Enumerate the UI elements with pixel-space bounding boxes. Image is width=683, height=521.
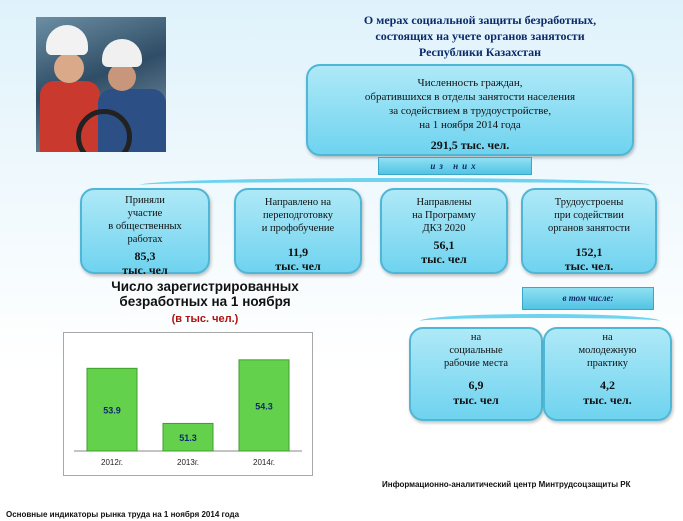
box-unit: тыс. чел.: [583, 393, 632, 407]
chart-subtitle: (в тыс. чел.): [171, 313, 239, 325]
data-label: 54.3: [255, 401, 273, 412]
total-applicants-box: [306, 64, 634, 156]
x-tick-label: 2013г.: [177, 458, 199, 467]
box-unit: тыс. чел: [122, 263, 168, 277]
box-text: Приняли: [125, 195, 165, 206]
of-them-ribbon: из них: [378, 157, 532, 175]
retraining-box: [234, 188, 362, 274]
bar-chart-frame: [63, 332, 313, 476]
total-value: 291,5 тыс. чел.: [430, 138, 510, 152]
social-jobs-box: [409, 327, 543, 421]
box-text: переподготовку: [262, 210, 334, 221]
youth-practice-box: [543, 327, 672, 421]
worker-face: [108, 63, 136, 91]
title-line: состоящих на учете органов занятости: [375, 29, 585, 43]
worker-face: [54, 53, 84, 83]
page-caption: Основные индикаторы рынка труда на 1 ноября 2014 года: [6, 510, 240, 519]
title-line: О мерах социальной защиты безработных,: [363, 13, 597, 27]
box-unit: тыс. чел: [275, 259, 321, 273]
box-text: работах: [127, 234, 163, 245]
source-note: Информационно-аналитический центр Минтрудсоцзащиты РК: [382, 480, 631, 489]
x-tick-label: 2012г.: [101, 458, 123, 467]
main-text: Численность граждан,: [417, 77, 523, 89]
box-value: 56,1: [433, 238, 455, 252]
box-text: рабочие места: [443, 358, 509, 369]
box-text: на Программу: [412, 210, 476, 221]
main-text: за содействием в трудоустройстве,: [388, 105, 552, 117]
chart-title-line: безработных на 1 ноября: [119, 294, 291, 309]
workers-photo: [36, 17, 166, 152]
box-text: на: [602, 332, 613, 343]
box-text: участие: [127, 208, 163, 219]
box-text: в общественных: [108, 221, 182, 232]
data-label: 51.3: [179, 433, 197, 444]
box-text: молодежную: [578, 345, 637, 356]
title-line: Республики Казахстан: [418, 45, 542, 59]
box-unit: тыс. чел: [453, 393, 499, 407]
main-text: на 1 ноября 2014 года: [419, 119, 521, 131]
box-text: при содействии: [554, 210, 624, 221]
x-tick-label: 2014г.: [253, 458, 275, 467]
box-value: 6,9: [468, 378, 484, 392]
box-text: ДКЗ 2020: [422, 223, 466, 234]
hard-hat-icon: [102, 39, 142, 67]
bar-chart: [64, 333, 312, 475]
box-text: Трудоустроены: [554, 197, 624, 208]
box-text: Направлены: [416, 197, 472, 208]
data-label: 53.9: [103, 405, 121, 416]
box-unit: тыс. чел: [421, 252, 467, 266]
box-text: Направлено на: [264, 197, 332, 208]
public-works-box: [80, 188, 210, 277]
chart-title: [60, 279, 350, 309]
box-value: 11,9: [287, 245, 309, 259]
employed-box: [521, 188, 657, 274]
hard-hat-icon: [46, 25, 88, 55]
connector-curve: [420, 314, 660, 328]
box-text: практику: [587, 358, 628, 369]
box-unit: тыс. чел.: [564, 259, 614, 273]
box-text: социальные: [449, 345, 503, 356]
chart-title-line: Число зарегистрированных: [111, 279, 299, 294]
box-text: органов занятости: [547, 223, 630, 234]
dkz-program-box: [380, 188, 508, 274]
page-title: [330, 12, 630, 60]
box-value: 152,1: [575, 245, 603, 259]
including-ribbon: в том числе:: [522, 287, 654, 310]
main-text: обратившихся в отделы занятости населения: [364, 91, 576, 103]
box-value: 4,2: [600, 378, 615, 392]
box-value: 85,3: [134, 249, 156, 263]
box-text: на: [470, 332, 482, 343]
box-text: и профобучение: [261, 223, 335, 234]
